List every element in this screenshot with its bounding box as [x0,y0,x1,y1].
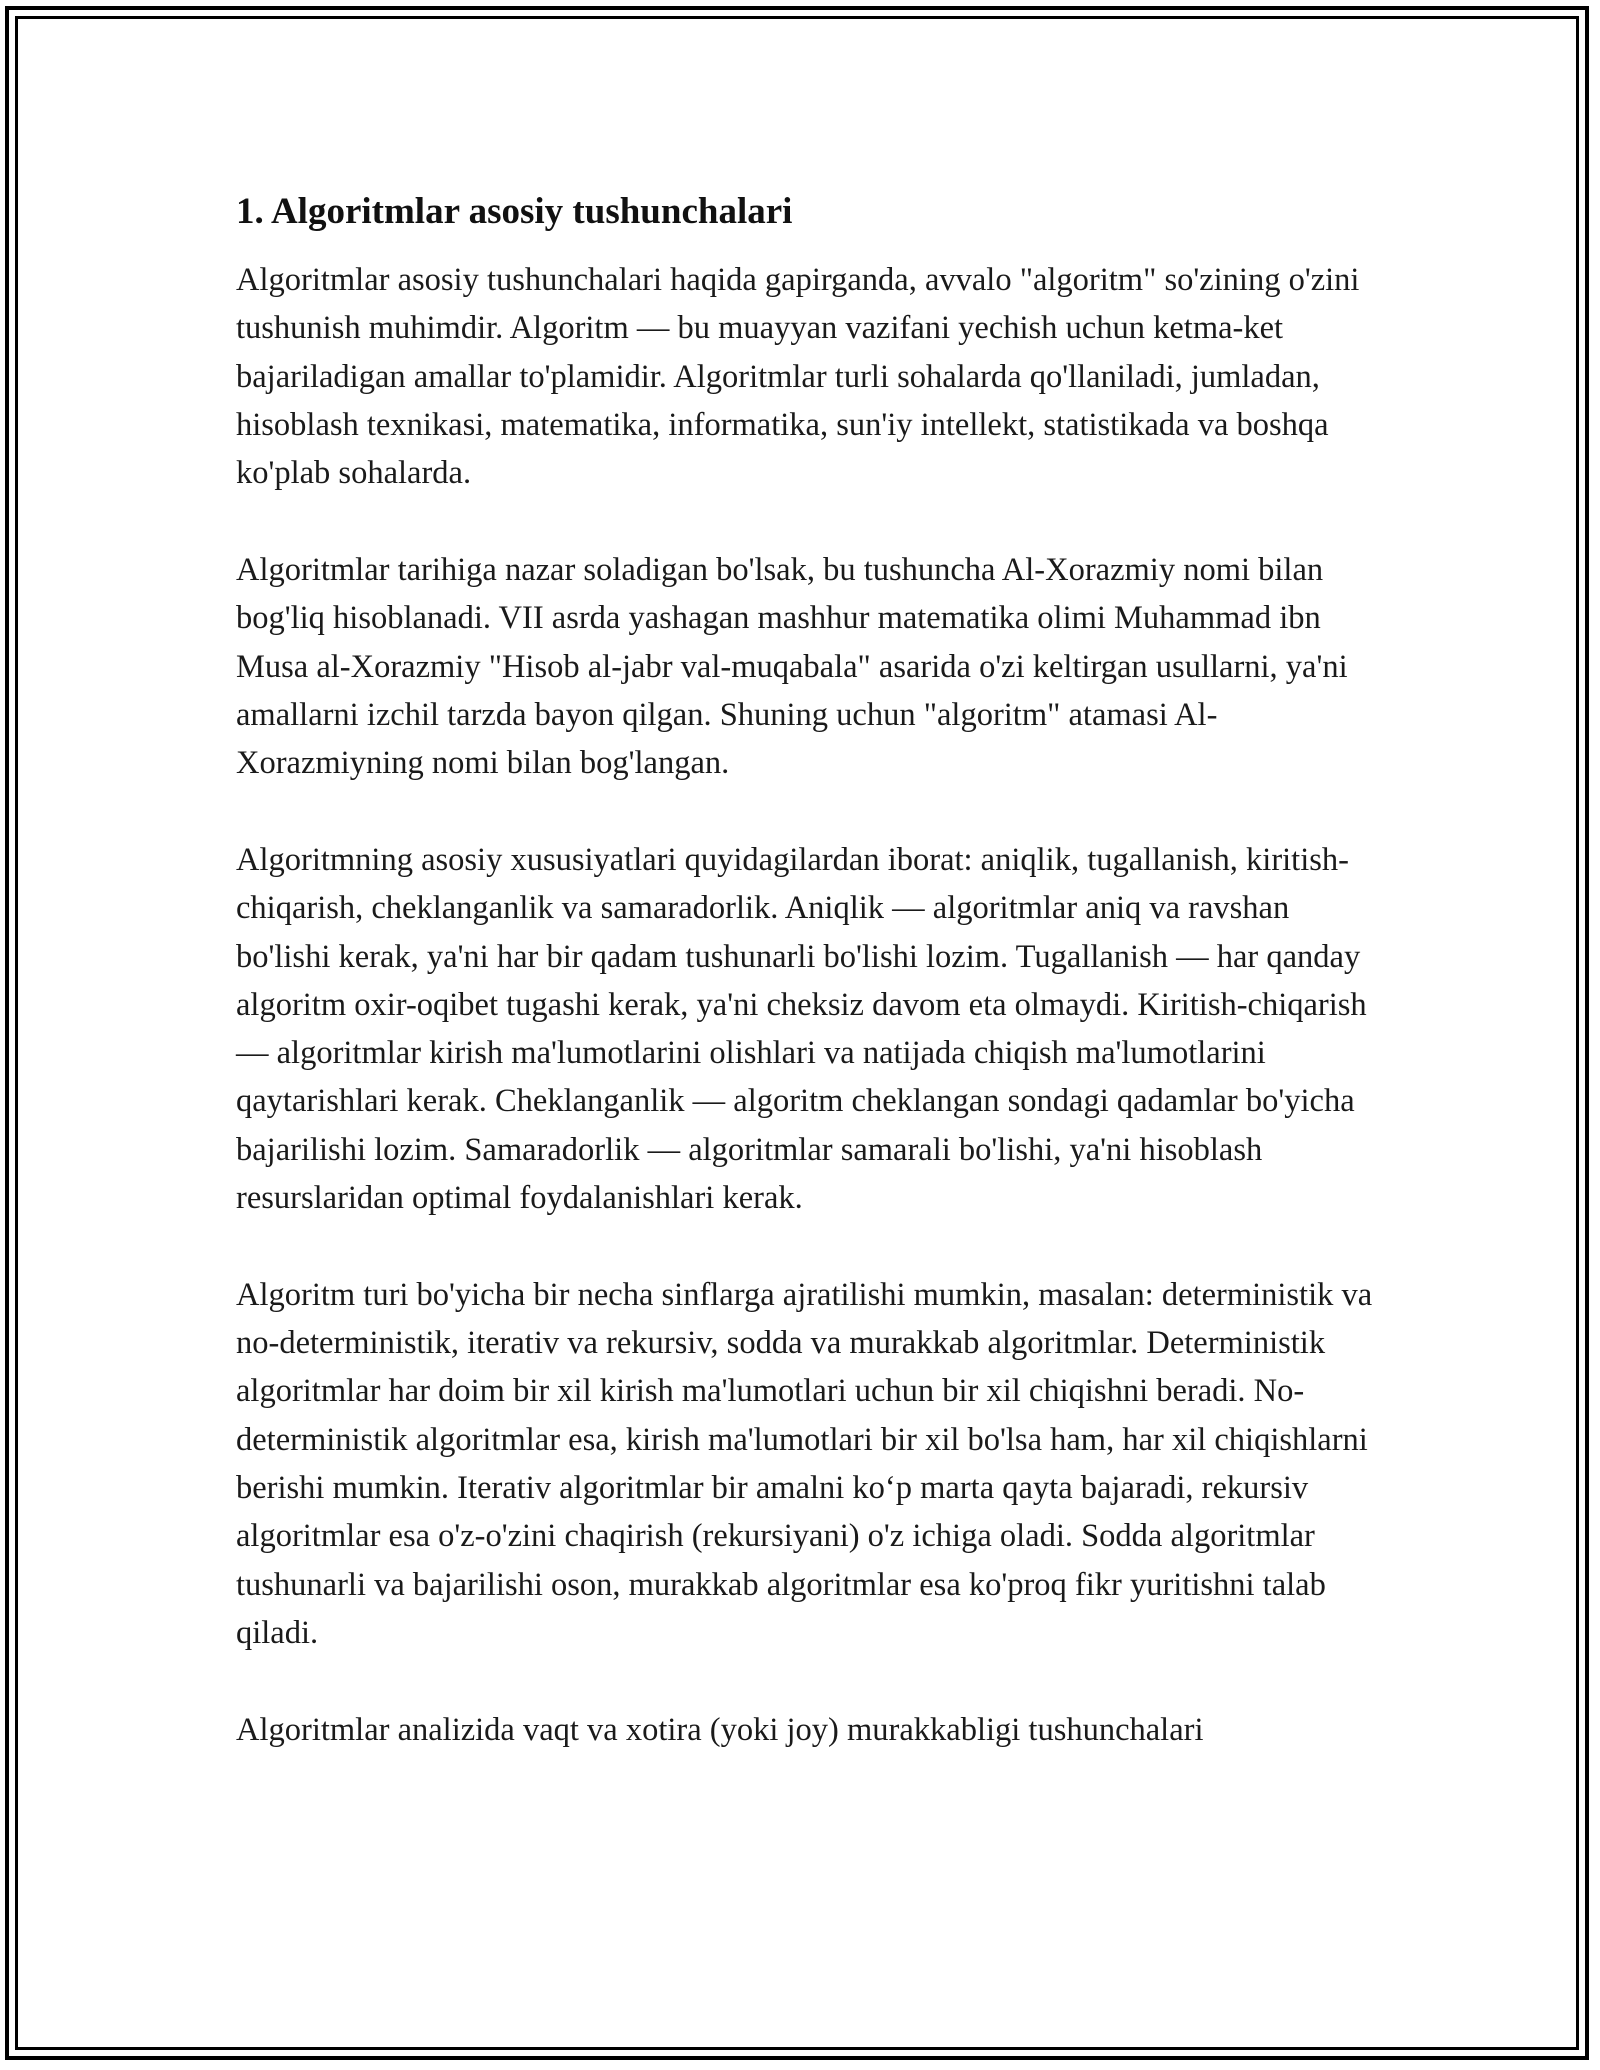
section-heading: 1. Algoritmlar asosiy tushunchalari [236,191,793,232]
paragraph-history: Algoritmlar tarihiga nazar soladigan bo'lsak, bu tushuncha Al-Xorazmiy nomi bilan bog'liq hisoblanadi. VII asrda yashagan mashhur matematika olimi Muhammad ibn Musa al-Xorazmiy "Hisob al-jabr val-muqabala" asarida o'zi keltirgan usullarni, ya'ni amallarni izchil tarzda bayon qilgan. Shuning uchun "algoritm" atamasi Al-Xorazmiyning nomi bilan bog'langan. [236,551,1348,782]
paragraph-definition: Algoritmlar asosiy tushunchalari haqida gapirganda, avvalo "algoritm" so'zining o'zini tushunish muhimdir. Algoritm — bu muayyan vazifani yechish uchun ketma-ket bajariladigan amallar to'plamidir. Algoritmlar turli sohalarda qo'llaniladi, jumladan, hisoblash texnikasi, matematika, informatika, sun'iy intellekt, statistikada va boshqa ko'plab sohalarda. [236,262,1360,492]
document-body [236,188,1376,1803]
paragraph-types: Algoritm turi bo'yicha bir necha sinflarga ajratilishi mumkin, masalan: deterministik va no-deterministik, iterativ va rekursiv, sodda va murakkab algoritmlar. Deterministik algoritmlar har doim bir xil kirish ma'lumotlari uchun bir xil chiqishni beradi. No-deterministik algoritmlar esa, kirish ma'lumotlari bir xil bo'lsa ham, har xil chiqishlarni berishi mumkin. Iterativ algoritmlar bir amalni ko‘p marta qayta bajaradi, rekursiv algoritmlar esa o'z-o'zini chaqirish (rekursiyani) o'z ichiga oladi. Sodda algoritmlar tushunarli va bajarilishi oson, murakkab algoritmlar esa ko'proq fikr yuritishni talab qiladi. [236,1276,1373,1651]
paragraph-properties: Algoritmning asosiy xususiyatlari quyidagilardan iborat: aniqlik, tugallanish, kiritish-chiqarish, cheklanganlik va samaradorlik. Aniqlik — algoritmlar aniq va ravshan bo'lishi kerak, ya'ni har bir qadam tushunarli bo'lishi lozim. Tugallanish — har qanday algoritm oxir-oqibet tugashi kerak, ya'ni cheksiz davom eta olmaydi. Kiritish-chiqarish — algoritmlar kirish ma'lumotlarini olishlari va natijada chiqish ma'lumotlarini qaytarishlari kerak. Cheklanganlik — algoritm cheklangan sondagi qadamlar bo'yicha bajarilishi lozim. Samaradorlik — algoritmlar samarali bo'lishi, ya'ni hisoblash resurslaridan optimal foydalanishlari kerak. [236,841,1367,1217]
paragraph-analysis: Algoritmlar analizida vaqt va xotira (yoki joy) murakkabligi tushunchalari [236,1711,1204,1748]
